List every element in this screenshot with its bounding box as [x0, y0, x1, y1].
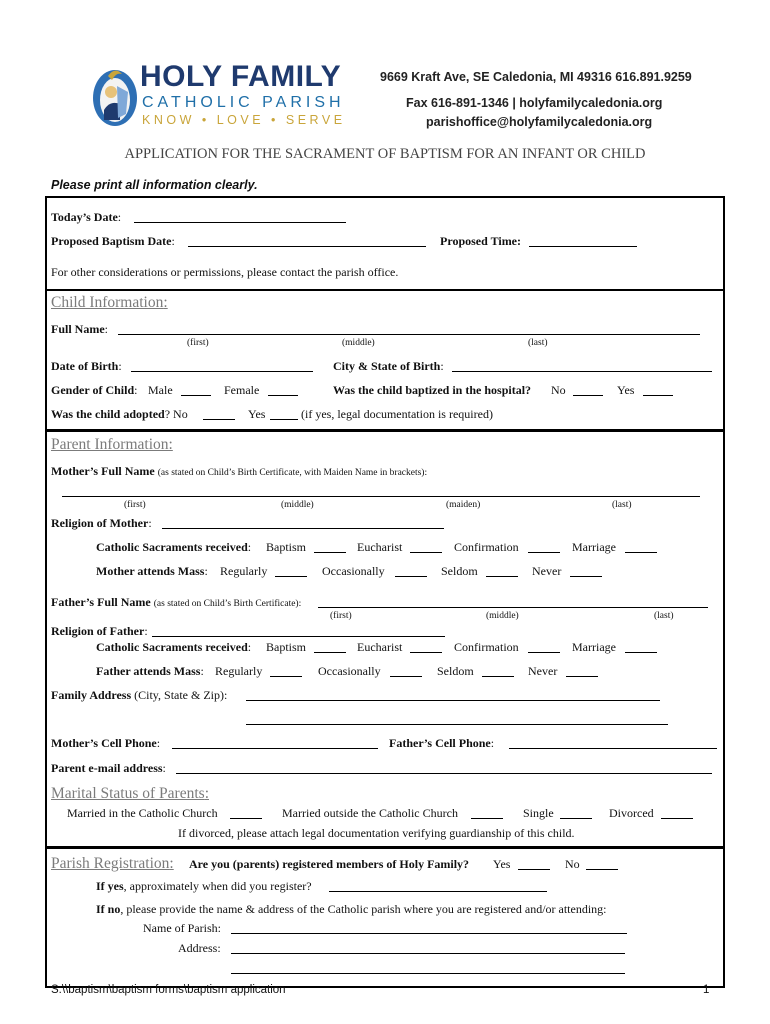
- proposed-time-field[interactable]: [529, 246, 637, 247]
- logo-tagline: KNOW • LOVE • SERVE: [142, 113, 346, 127]
- mother-marriage-label: Marriage: [572, 540, 616, 554]
- registration-yes-label: Yes: [493, 857, 511, 871]
- religion-mother-label: Religion of Mother: [51, 516, 149, 530]
- mother-never-label: Never: [532, 564, 562, 578]
- father-occasionally-label: Occasionally: [318, 664, 381, 678]
- contact-note: For other considerations or permissions, please contact the parish office.: [51, 265, 399, 279]
- mother-occasionally-label: Occasionally: [322, 564, 385, 578]
- mother-seldom-field[interactable]: [486, 576, 518, 577]
- if-yes-label: If yes: [96, 879, 124, 893]
- father-confirmation-label: Confirmation: [454, 640, 519, 654]
- parent-heading: Parent Information: [51, 436, 169, 453]
- gender-label: Gender of Child: [51, 383, 135, 397]
- parent-email-label: Parent e-mail address: [51, 761, 163, 775]
- father-eucharist-label: Eucharist: [357, 640, 403, 654]
- child-first-hint: (first): [187, 338, 209, 348]
- parish-email: parishoffice@holyfamilycaledonia.org: [426, 115, 653, 129]
- mother-name-field[interactable]: [62, 496, 700, 497]
- instruction-text: Please print all information clearly.: [51, 178, 258, 192]
- registration-heading: Parish Registration: [51, 855, 170, 872]
- married-church-label: Married in the Catholic Church: [67, 806, 218, 820]
- logo-subtitle: CATHOLIC PARISH: [142, 94, 345, 111]
- child-last-hint: (last): [528, 338, 548, 348]
- father-occasionally-field[interactable]: [390, 676, 422, 677]
- marital-heading: Marital Status of Parents: [51, 785, 205, 802]
- child-full-name-label: Full Name: [51, 322, 105, 336]
- father-first-hint: (first): [330, 611, 352, 621]
- father-name-label: Father’s Full Name: [51, 595, 151, 609]
- registration-no-label: No: [565, 857, 580, 871]
- father-phone-label: Father’s Cell Phone: [389, 736, 491, 750]
- mother-regularly-label: Regularly: [220, 564, 268, 578]
- single-field[interactable]: [560, 818, 592, 819]
- father-name-note: (as stated on Child’s Birth Certificate):: [153, 599, 302, 609]
- mother-middle-hint: (middle): [281, 500, 314, 510]
- mother-marriage-field[interactable]: [625, 552, 657, 553]
- city-state-birth-label: City & State of Birth: [333, 359, 441, 373]
- form-title: APPLICATION FOR THE SACRAMENT OF BAPTISM FOR AN INFANT OR CHILD: [124, 146, 646, 162]
- father-last-hint: (last): [654, 611, 674, 621]
- parish-address-field-2[interactable]: [231, 973, 625, 974]
- mother-regularly-field[interactable]: [275, 576, 307, 577]
- mother-last-hint: (last): [612, 500, 632, 510]
- todays-date-label: Today’s Date: [51, 210, 118, 224]
- if-no-question: , please provide the name & address of the Catholic parish where you are registered and/or attending:: [120, 902, 607, 916]
- father-baptism-label: Baptism: [266, 640, 307, 654]
- proposed-date-field[interactable]: [188, 246, 426, 247]
- adopted-yes-label: Yes: [248, 407, 266, 421]
- father-mass-label: Father attends Mass: [96, 664, 201, 678]
- father-seldom-field[interactable]: [482, 676, 514, 677]
- hospital-yes-field[interactable]: [643, 395, 673, 396]
- gender-female-field[interactable]: [268, 395, 298, 396]
- mother-confirmation-label: Confirmation: [454, 540, 519, 554]
- logo-title: HOLY FAMILY: [140, 60, 342, 93]
- mother-eucharist-label: Eucharist: [357, 540, 403, 554]
- mother-baptism-field[interactable]: [314, 552, 346, 553]
- registration-date-field[interactable]: [329, 891, 547, 892]
- father-never-label: Never: [528, 664, 558, 678]
- page-number: 1: [703, 984, 710, 996]
- adopted-yes-field[interactable]: [270, 419, 298, 420]
- parish-address-label: Address:: [178, 941, 221, 955]
- father-middle-hint: (middle): [486, 611, 519, 621]
- father-phone-field[interactable]: [509, 748, 717, 749]
- city-state-birth-field[interactable]: [452, 371, 712, 372]
- registration-no-field[interactable]: [586, 869, 618, 870]
- mother-name-label: Mother’s Full Name: [51, 464, 155, 478]
- father-baptism-field[interactable]: [314, 652, 346, 653]
- child-middle-hint: (middle): [342, 338, 375, 348]
- holy-family-emblem-icon: [90, 62, 140, 130]
- adopted-no-label: ? No: [164, 407, 188, 421]
- hospital-no-field[interactable]: [573, 395, 603, 396]
- dob-field[interactable]: [131, 371, 313, 372]
- father-regularly-label: Regularly: [215, 664, 263, 678]
- divorced-field[interactable]: [661, 818, 693, 819]
- proposed-date-label: Proposed Baptism Date: [51, 234, 172, 248]
- family-address-field-1[interactable]: [246, 700, 660, 701]
- religion-father-field[interactable]: [152, 636, 445, 637]
- proposed-time-label: Proposed Time:: [440, 234, 522, 248]
- mother-seldom-label: Seldom: [441, 564, 478, 578]
- footer-path: S:\\baptism\baptism forms\baptism application: [51, 984, 286, 996]
- hospital-yes-label: Yes: [617, 383, 635, 397]
- father-marriage-field[interactable]: [625, 652, 657, 653]
- child-heading: Child Information: [51, 294, 164, 311]
- parish-name-field[interactable]: [231, 933, 627, 934]
- father-sacraments-label: Catholic Sacraments received: [96, 640, 248, 654]
- father-never-field[interactable]: [566, 676, 598, 677]
- todays-date-field[interactable]: [134, 222, 346, 223]
- divorced-label: Divorced: [609, 806, 654, 820]
- if-no-label: If no: [96, 902, 121, 916]
- dob-label: Date of Birth: [51, 359, 119, 373]
- single-label: Single: [523, 806, 554, 820]
- mother-eucharist-field[interactable]: [410, 552, 442, 553]
- registration-yes-field[interactable]: [518, 869, 550, 870]
- divorce-note: If divorced, please attach legal documentation verifying guardianship of this child.: [178, 826, 575, 840]
- mother-first-hint: (first): [124, 500, 146, 510]
- mother-mass-label: Mother attends Mass: [96, 564, 205, 578]
- father-marriage-label: Marriage: [572, 640, 616, 654]
- father-seldom-label: Seldom: [437, 664, 474, 678]
- parish-address: 9669 Kraft Ave, SE Caledonia, MI 49316 616.891.9259: [380, 70, 692, 84]
- father-name-field[interactable]: [318, 607, 708, 608]
- father-confirmation-field[interactable]: [528, 652, 560, 653]
- married-outside-field[interactable]: [471, 818, 503, 819]
- child-full-name-field[interactable]: [118, 334, 700, 335]
- hospital-no-label: No: [551, 383, 566, 397]
- family-address-label: Family Address: [51, 688, 132, 702]
- adopted-no-field[interactable]: [203, 419, 235, 420]
- mother-baptism-label: Baptism: [266, 540, 307, 554]
- parent-email-field[interactable]: [176, 773, 712, 774]
- mother-confirmation-field[interactable]: [528, 552, 560, 553]
- religion-father-label: Religion of Father: [51, 624, 145, 638]
- gender-male-label: Male: [148, 383, 173, 397]
- parish-name-label: Name of Parish:: [143, 921, 221, 935]
- parish-address-field-1[interactable]: [231, 953, 625, 954]
- family-address-note: (City, State & Zip):: [134, 688, 228, 702]
- adopted-label: Was the child adopted: [51, 407, 165, 421]
- father-regularly-field[interactable]: [270, 676, 302, 677]
- parish-fax-web: Fax 616-891-1346 | holyfamilycaledonia.org: [406, 96, 663, 110]
- mother-name-note: (as stated on Child’s Birth Certificate, with Maiden Name in brackets):: [157, 468, 428, 478]
- mother-occasionally-field[interactable]: [395, 576, 427, 577]
- mother-never-field[interactable]: [570, 576, 602, 577]
- married-church-field[interactable]: [230, 818, 262, 819]
- mother-phone-label: Mother’s Cell Phone: [51, 736, 157, 750]
- gender-male-field[interactable]: [181, 395, 211, 396]
- if-yes-question: , approximately when did you register?: [123, 879, 312, 893]
- family-address-field-2[interactable]: [246, 724, 668, 725]
- father-eucharist-field[interactable]: [410, 652, 442, 653]
- mother-maiden-hint: (maiden): [446, 500, 481, 510]
- registration-question: Are you (parents) registered members of Holy Family?: [189, 857, 470, 871]
- religion-mother-field[interactable]: [162, 528, 444, 529]
- married-outside-label: Married outside the Catholic Church: [282, 806, 458, 820]
- adopted-note: (if yes, legal documentation is required): [301, 407, 493, 421]
- hospital-baptism-label: Was the child baptized in the hospital?: [333, 383, 532, 397]
- mother-sacraments-label: Catholic Sacraments received: [96, 540, 248, 554]
- mother-phone-field[interactable]: [172, 748, 378, 749]
- gender-female-label: Female: [224, 383, 260, 397]
- parish-logo: [90, 60, 360, 130]
